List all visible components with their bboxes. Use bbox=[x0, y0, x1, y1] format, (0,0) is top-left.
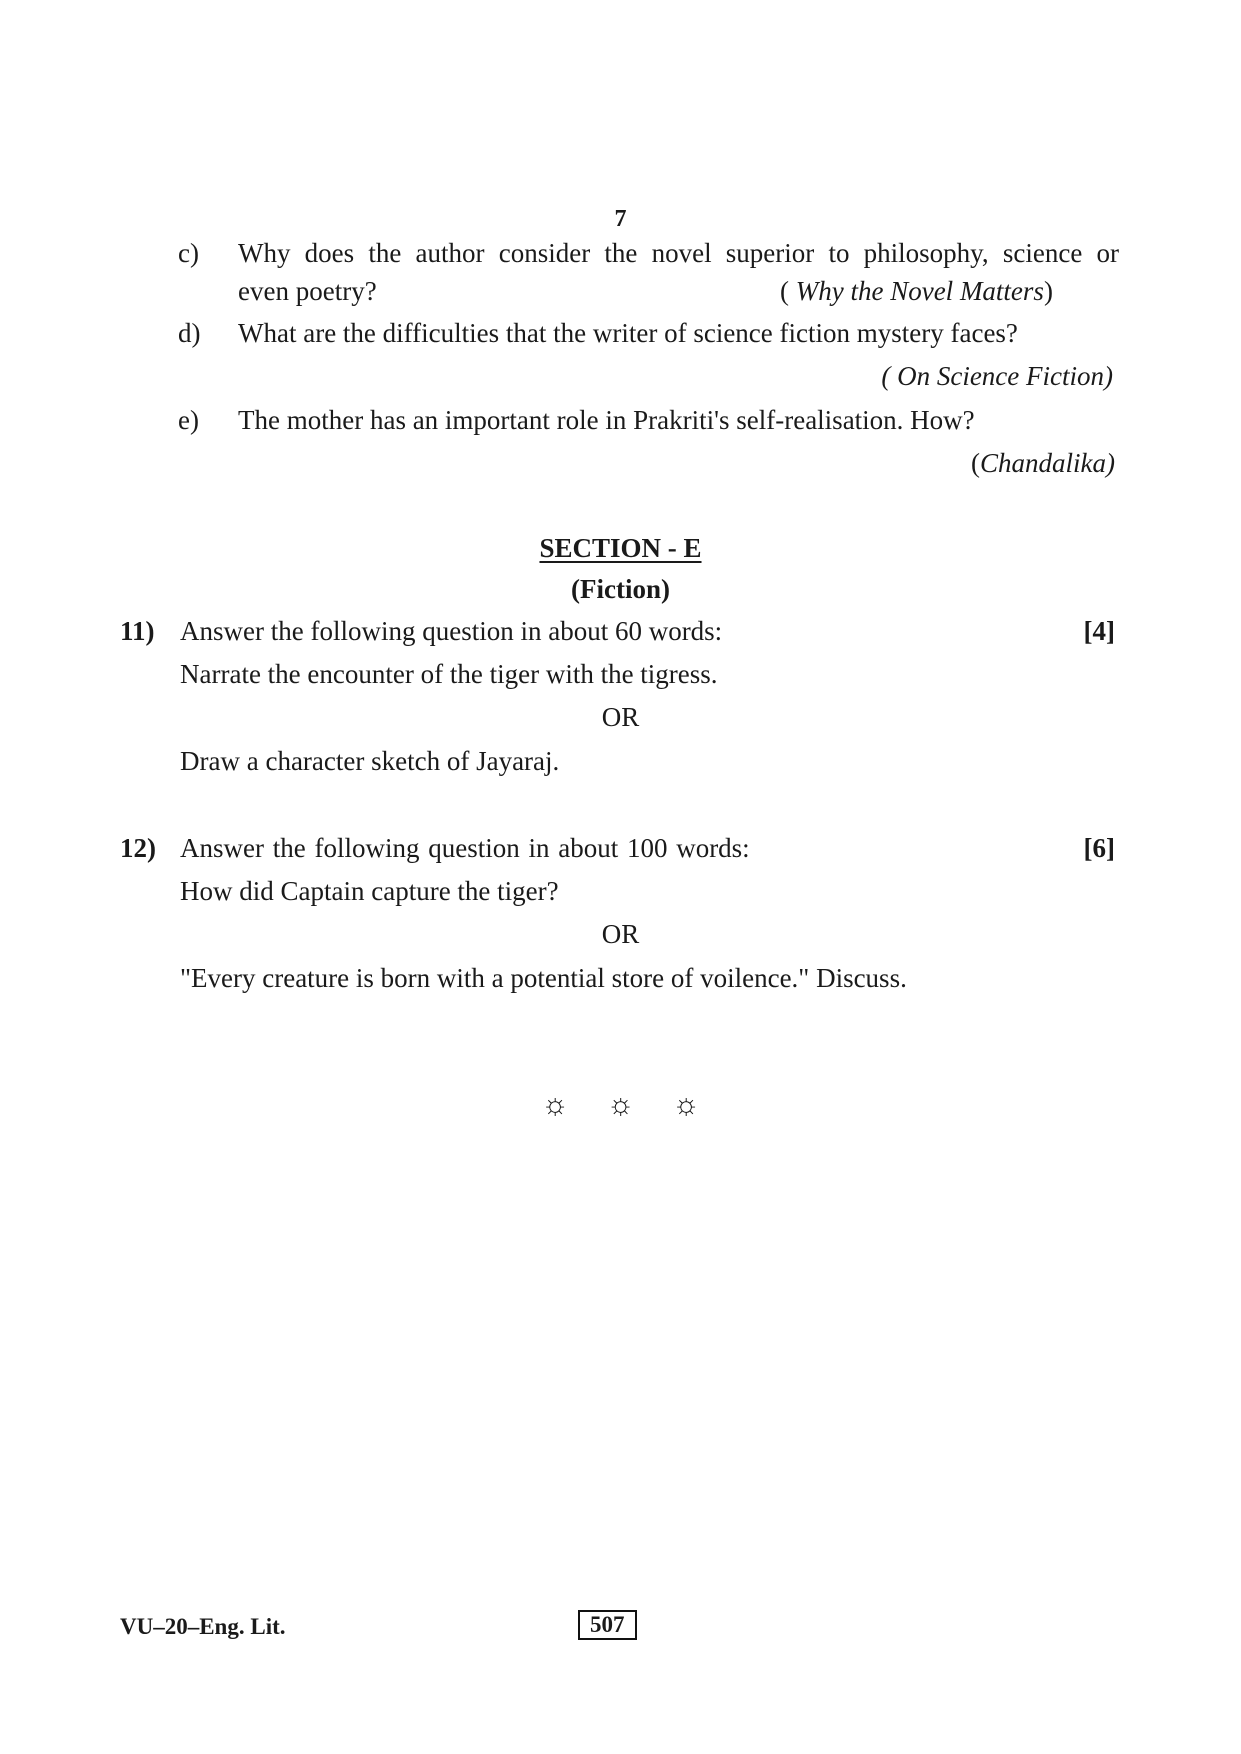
source-title: Chandalika) bbox=[980, 448, 1115, 478]
end-of-paper-marks bbox=[0, 1088, 1241, 1122]
question-e-source bbox=[800, 448, 1115, 479]
section-title-text: SECTION - E bbox=[539, 533, 702, 563]
question-d-line1: What are the difficulties that the writer of science fiction mystery faces? bbox=[238, 318, 1018, 348]
source-close-paren: ) bbox=[1043, 276, 1053, 306]
question-e-line1: The mother has an important role in Prakriti's self-realisation. How? bbox=[238, 405, 975, 435]
question-12-prompt: Answer the following question in about 100 words: bbox=[180, 833, 750, 863]
question-c-source bbox=[780, 276, 1110, 307]
page-number-top: 7 bbox=[614, 206, 627, 232]
footer-code: VU–20–Eng. Lit. bbox=[120, 1614, 286, 1639]
source-open-paren: ( bbox=[971, 448, 980, 478]
section-title bbox=[0, 533, 1241, 564]
question-12-marks: [6] bbox=[1083, 833, 1115, 863]
question-number-11: 11) bbox=[120, 616, 155, 646]
question-label-e: e) bbox=[178, 405, 199, 435]
question-number-12: 12) bbox=[120, 833, 156, 863]
question-11-option-a: Narrate the encounter of the tiger with the tigress. bbox=[180, 659, 718, 689]
sun-icon: ☼ bbox=[606, 1088, 635, 1121]
question-12-option-a: How did Captain capture the tiger? bbox=[180, 876, 559, 906]
question-label-c: c) bbox=[178, 238, 199, 268]
question-c-line2: even poetry? bbox=[238, 276, 377, 306]
question-11-or: OR bbox=[601, 702, 640, 732]
question-11-marks: [4] bbox=[1083, 616, 1115, 646]
question-d-source: ( On Science Fiction) bbox=[881, 361, 1113, 391]
question-12-or: OR bbox=[601, 919, 640, 949]
source-open-paren: ( bbox=[780, 276, 796, 306]
section-subtitle: (Fiction) bbox=[571, 574, 670, 604]
source-title: Why the Novel Matters bbox=[795, 276, 1044, 306]
footer-page-number: 507 bbox=[578, 1610, 637, 1640]
question-11-prompt: Answer the following question in about 60 words: bbox=[180, 616, 723, 646]
question-11-option-b: Draw a character sketch of Jayaraj. bbox=[180, 746, 560, 776]
sun-icon: ☼ bbox=[672, 1088, 700, 1121]
question-c-line1: Why does the author consider the novel superior to philosophy, science or bbox=[238, 238, 1119, 268]
sun-icon: ☼ bbox=[541, 1088, 569, 1121]
question-12-option-b: "Every creature is born with a potential store of voilence." Discuss. bbox=[180, 963, 907, 993]
question-label-d: d) bbox=[178, 318, 201, 348]
